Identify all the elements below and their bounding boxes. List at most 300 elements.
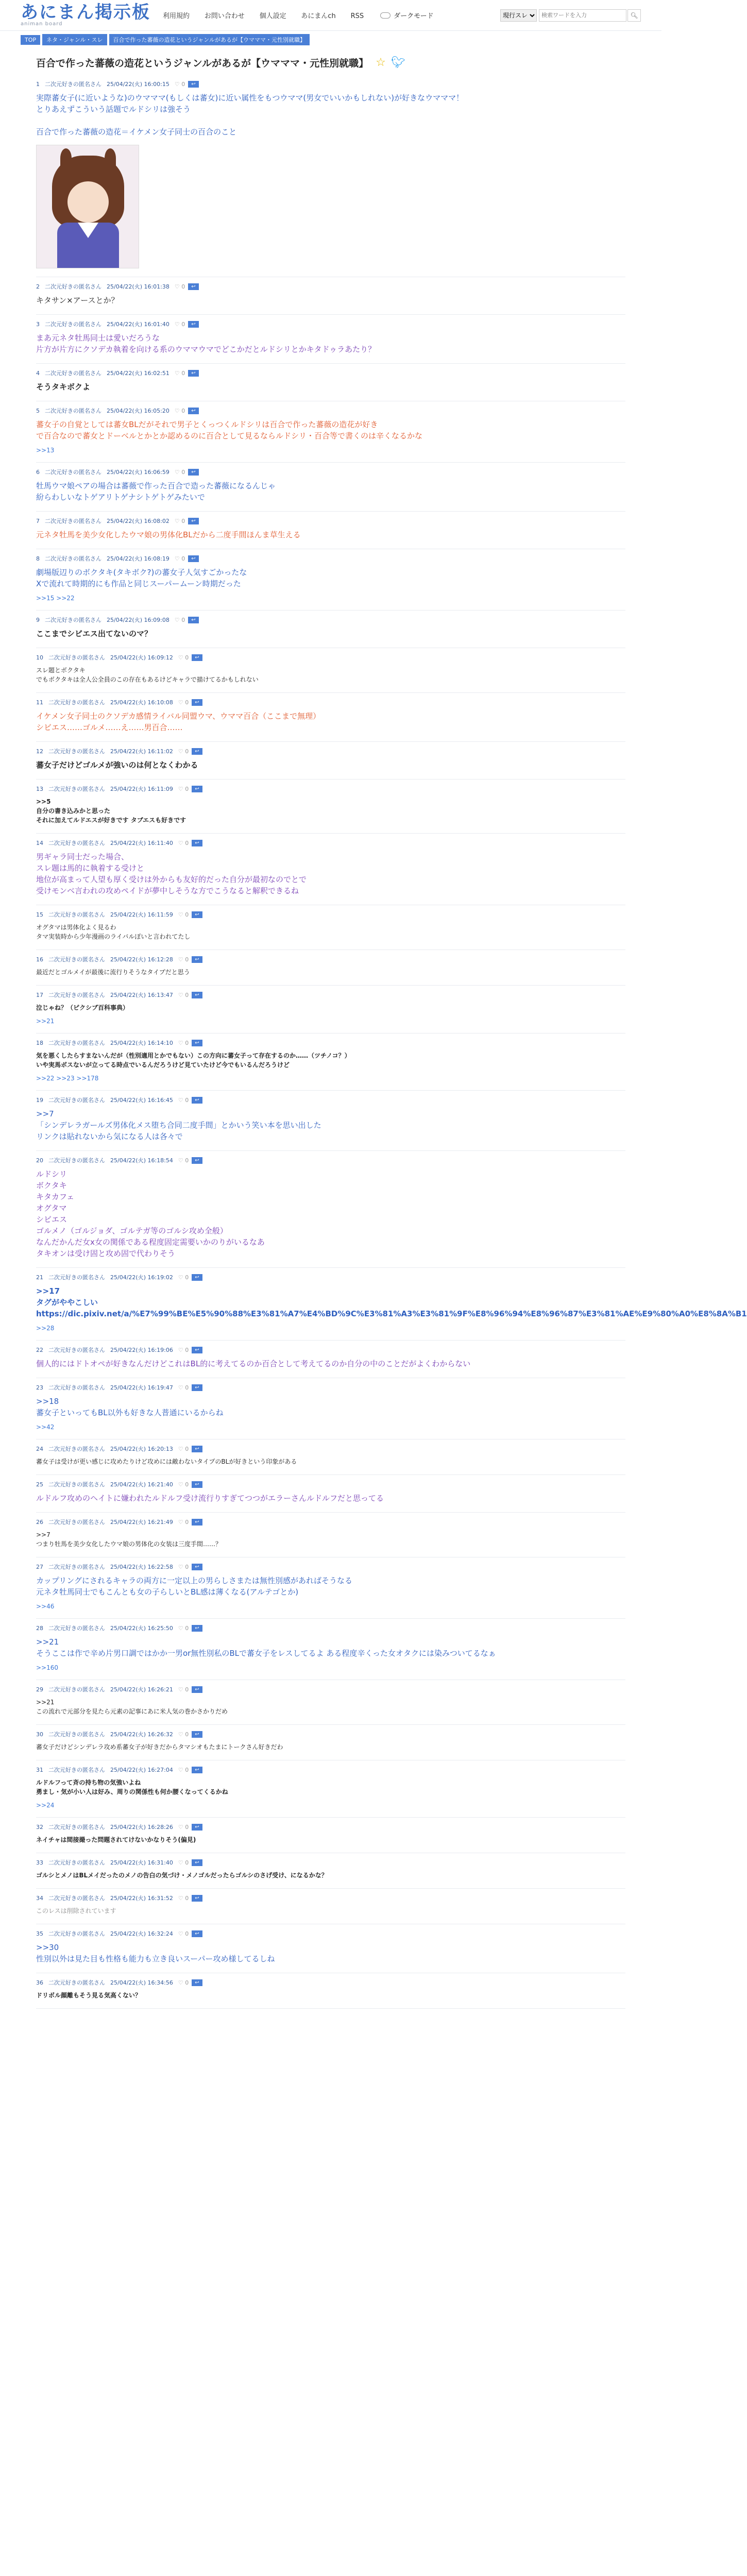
post-number[interactable]: 20: [36, 1157, 43, 1164]
darkmode-label: ダークモード: [394, 12, 434, 20]
reply-anchor-links[interactable]: >>24: [36, 1802, 55, 1809]
post-item: [36, 950, 625, 986]
reply-icon[interactable]: ↩: [192, 1519, 202, 1526]
post-date: 25/04/22(火) 16:09:12: [110, 654, 173, 661]
reply-icon[interactable]: ↩: [192, 1686, 202, 1693]
post-date: 25/04/22(火) 16:08:02: [107, 518, 169, 524]
post-item: [36, 549, 625, 611]
post-header: [36, 1346, 625, 1354]
post-date: 25/04/22(火) 16:21:49: [110, 1519, 173, 1526]
post-item: [36, 1973, 625, 2009]
like-count-value: 0: [185, 1518, 189, 1526]
heart-icon[interactable]: ♡: [178, 1859, 185, 1866]
post-header: [36, 1685, 625, 1693]
heart-icon[interactable]: ♡: [178, 1481, 185, 1488]
post-number[interactable]: 27: [36, 1563, 43, 1570]
site-logo[interactable]: [21, 4, 150, 27]
reply-icon[interactable]: ↩: [192, 1859, 202, 1866]
post-author: 二次元好きの匿名さん: [48, 654, 105, 661]
post-item: [36, 779, 625, 834]
heart-icon[interactable]: ♡: [178, 911, 185, 918]
darkmode-toggle[interactable]: [380, 10, 433, 20]
post-date: 25/04/22(火) 16:27:04: [110, 1767, 173, 1773]
post-body: 蕃女子だけどシンデレラ攻め系蕃女子が好きだからタマシオもたまにトークさん好きだわ: [36, 1743, 283, 1751]
like-count[interactable]: [178, 840, 189, 846]
reply-anchor-links[interactable]: >>28: [36, 1325, 55, 1332]
post-body: ドリボル顔離もそう見る気高くない？: [36, 1992, 142, 1999]
like-count-value: 0: [185, 1766, 189, 1773]
reply-icon[interactable]: ↩: [192, 1564, 202, 1570]
like-count-value: 0: [181, 369, 185, 377]
reply-anchor-links[interactable]: >>13: [36, 447, 55, 454]
like-count[interactable]: [175, 408, 185, 414]
post-list: [0, 75, 747, 2009]
post-number[interactable]: 5: [36, 407, 40, 414]
post-number[interactable]: 3: [36, 320, 40, 328]
heart-icon[interactable]: ♡: [178, 1686, 185, 1693]
like-count-value: 0: [185, 1346, 189, 1353]
reply-icon[interactable]: ↩: [192, 1274, 202, 1281]
post-body: >>17 タグがややこしい https://dic.pixiv.net/a/%E7%99%BE%E5%90%88%E3%81%A7%E4%BD%9C%E3%81%A3%E3%81%9F%E8%96%94%E8%96%87%E3%81%AE%E9%80%A0%E8%8A%B1: [36, 1286, 747, 1318]
post-item: [36, 1439, 625, 1475]
post-date: 25/04/22(火) 16:19:06: [110, 1347, 173, 1353]
heart-icon[interactable]: ♡: [178, 1766, 185, 1773]
like-count-value: 0: [185, 654, 189, 661]
heart-icon[interactable]: ♡: [178, 956, 185, 963]
like-count[interactable]: [178, 1824, 189, 1831]
post-header: [36, 1480, 625, 1488]
post-body: ここまでシビエス出てないのマ？: [36, 629, 152, 638]
like-count[interactable]: [178, 992, 189, 998]
post-body: 蕃女子の自覚としては蕃女BLだがそれで男子とくっつくルドシリは百合で作った蕃薇の造花が好き で百合なので蕃女とドーベルとかとか認めるのに百合として見るならルドシリ・百合等で書くのは辛くなるかな: [36, 420, 423, 440]
reply-icon[interactable]: ↩: [192, 1097, 202, 1104]
post-header: [36, 1730, 625, 1738]
reply-icon[interactable]: ↩: [192, 911, 202, 918]
reply-icon[interactable]: ↩: [188, 518, 198, 524]
post-date: 25/04/22(火) 16:21:40: [110, 1481, 173, 1488]
like-count[interactable]: [178, 1731, 189, 1738]
post-number[interactable]: 4: [36, 369, 40, 377]
post-header: [36, 369, 625, 377]
post-author: 二次元好きの匿名さん: [48, 1157, 105, 1164]
reply-icon[interactable]: ↩: [188, 617, 198, 623]
post-author: 二次元好きの匿名さん: [48, 1895, 105, 1902]
heart-icon[interactable]: ♡: [178, 1096, 185, 1104]
post-header: [36, 1563, 625, 1571]
heart-icon[interactable]: ♡: [178, 1039, 185, 1046]
heart-icon[interactable]: ♡: [178, 1894, 185, 1902]
reply-icon[interactable]: ↩: [192, 1979, 202, 1986]
like-count[interactable]: [175, 321, 185, 328]
post-item: [36, 512, 625, 549]
post-item: [36, 1378, 625, 1439]
post-item: [36, 277, 625, 315]
like-count[interactable]: [178, 1564, 189, 1570]
post-body: >>30 性別以外は見た目も性格も能力も立き良いスーパー攻め様してるしね: [36, 1943, 275, 1963]
like-count[interactable]: [178, 956, 189, 963]
like-count[interactable]: [178, 1157, 189, 1164]
reply-icon[interactable]: ↩: [192, 1446, 202, 1452]
thread-title-row: [0, 48, 661, 75]
heart-icon[interactable]: ♡: [178, 1823, 185, 1831]
heart-icon[interactable]: ♡: [174, 555, 182, 562]
post-header: [36, 1624, 625, 1632]
post-body: 最近だとゴルメイが最後に流行りそうなタイプだと思う: [36, 969, 190, 976]
post-item: [36, 1619, 625, 1680]
like-count[interactable]: [178, 911, 189, 918]
reply-icon[interactable]: ↩: [192, 1040, 202, 1046]
like-count[interactable]: [175, 469, 185, 476]
post-number[interactable]: 19: [36, 1096, 43, 1104]
post-header: [36, 1039, 625, 1047]
logo-text: あにまん掲示板: [21, 2, 150, 23]
like-count[interactable]: [178, 1040, 189, 1046]
like-count[interactable]: [178, 1930, 189, 1937]
post-author: 二次元好きの匿名さん: [45, 81, 101, 88]
post-item: [36, 693, 625, 742]
post-author: 二次元好きの匿名さん: [48, 1347, 105, 1353]
reply-anchor-links[interactable]: >>160: [36, 1664, 59, 1671]
breadcrumb-thread[interactable]: 百合で作った蕃薇の造花というジャンルがあるが【ウマママ・元性別就職】: [109, 34, 310, 45]
like-count[interactable]: [178, 1481, 189, 1488]
post-number[interactable]: 29: [36, 1686, 43, 1693]
heart-icon[interactable]: ♡: [178, 1384, 185, 1391]
reply-icon[interactable]: ↩: [192, 1625, 202, 1632]
post-header: [36, 955, 625, 963]
post-number[interactable]: 35: [36, 1930, 43, 1937]
post-image[interactable]: [36, 145, 139, 268]
post-item: [36, 1091, 625, 1151]
post-author: 二次元好きの匿名さん: [48, 1859, 105, 1866]
post-author: 二次元好きの匿名さん: [45, 617, 101, 623]
like-count[interactable]: [178, 1347, 189, 1353]
post-author: 二次元好きの匿名さん: [48, 911, 105, 918]
like-count-value: 0: [185, 1157, 189, 1164]
post-date: 25/04/22(火) 16:26:21: [110, 1686, 173, 1693]
post-item: [36, 1725, 625, 1760]
like-count[interactable]: [178, 1384, 189, 1391]
like-count[interactable]: [178, 1895, 189, 1902]
post-date: 25/04/22(火) 16:25:50: [110, 1625, 173, 1632]
like-count-value: 0: [185, 1274, 189, 1281]
post-number[interactable]: 15: [36, 911, 43, 918]
post-date: 25/04/22(火) 16:01:40: [107, 321, 169, 328]
post-number[interactable]: 16: [36, 956, 43, 963]
like-count[interactable]: [178, 1767, 189, 1773]
heart-icon[interactable]: ♡: [174, 468, 182, 476]
nav-terms[interactable]: 利用規約: [163, 12, 190, 20]
post-author: 二次元好きの匿名さん: [48, 1686, 105, 1693]
post-body: 劇場版辺りのボクタキ(タキボク?)の蕃女子人気すごかったな Xで流れて時期的にも作品と同じスーパームーン時期だった: [36, 568, 247, 588]
star-icon[interactable]: ☆: [376, 56, 386, 69]
like-count[interactable]: [178, 654, 189, 661]
nav-rss[interactable]: RSS: [350, 12, 364, 20]
post-number[interactable]: 32: [36, 1823, 43, 1831]
like-count[interactable]: [178, 1274, 189, 1281]
heart-icon[interactable]: ♡: [178, 1274, 185, 1281]
heart-icon[interactable]: ♡: [178, 1346, 185, 1353]
post-date: 25/04/22(火) 16:11:40: [110, 840, 173, 846]
heart-icon[interactable]: ♡: [174, 80, 182, 88]
post-body: オグタマは男体化よく見るわ タマ実装時から少年漫画のライバルぽいと言われてたし: [36, 924, 191, 940]
like-count-value: 0: [181, 407, 185, 414]
search-icon[interactable]: 🔍︎: [627, 9, 641, 22]
post-body: スレ題とボクタキ でもボクタキは全人公全員のこの存在もあるけどキャラで描けてるかもしれない: [36, 667, 259, 683]
like-count-value: 0: [185, 911, 189, 918]
nav-contact[interactable]: お問い合わせ: [204, 12, 245, 20]
heart-icon[interactable]: ♡: [178, 1930, 185, 1937]
heart-icon[interactable]: ♡: [174, 320, 182, 328]
reply-icon[interactable]: ↩: [192, 1481, 202, 1488]
post-header: [36, 1096, 625, 1104]
logo-subtext: animan board: [21, 21, 63, 27]
post-date: 25/04/22(火) 16:32:24: [110, 1930, 173, 1937]
post-number[interactable]: 28: [36, 1624, 43, 1632]
heart-icon[interactable]: ♡: [178, 1979, 185, 1986]
post-header: [36, 320, 625, 328]
heart-icon[interactable]: ♡: [178, 654, 185, 661]
post-item: [36, 1033, 625, 1091]
post-date: 25/04/22(火) 16:12:28: [110, 956, 173, 963]
post-header: [36, 616, 625, 624]
heart-icon[interactable]: ♡: [178, 785, 185, 792]
post-author: 二次元好きの匿名さん: [48, 1481, 105, 1488]
reply-icon[interactable]: ↩: [192, 1895, 202, 1902]
reply-icon[interactable]: ↩: [188, 81, 198, 88]
post-author: 二次元好きの匿名さん: [45, 408, 101, 414]
heart-icon[interactable]: ♡: [174, 407, 182, 414]
post-item: [36, 1557, 625, 1619]
post-author: 二次元好きの匿名さん: [48, 1564, 105, 1570]
post-body: ルドシリ ボクタキ キタカフェ オグタマ シビエス ゴルメノ（ゴルジョダ、ゴルテガ等のゴルシ攻め全般） なんだかんだ女x女の関係である程度固定需要いかのりがいるなあ タキオンは受け固と攻め固で代わりそう: [36, 1170, 265, 1258]
search-input[interactable]: [539, 9, 626, 22]
post-number[interactable]: 18: [36, 1039, 43, 1046]
post-number[interactable]: 24: [36, 1445, 43, 1452]
post-item: [36, 75, 625, 277]
post-header: [36, 653, 625, 662]
post-author: 二次元好きの匿名さん: [45, 555, 101, 562]
reply-icon[interactable]: ↩: [192, 840, 202, 846]
post-author: 二次元好きの匿名さん: [45, 321, 101, 328]
like-count[interactable]: [178, 1859, 189, 1866]
like-count-value: 0: [185, 839, 189, 846]
reply-icon[interactable]: ↩: [192, 1767, 202, 1773]
post-body: イケメン女子同士のクソデカ感情ライバル同盟ウマ、ウママ百合（ここまで無理） シビエス……ゴルメ……え……男百合……: [36, 711, 321, 732]
like-count-value: 0: [185, 1445, 189, 1452]
post-header: [36, 1978, 625, 1987]
thread-title: 百合で作った蕃薇の造花というジャンルがあるが【ウマママ・元性別就職】: [36, 58, 369, 69]
heart-icon[interactable]: ♡: [178, 1563, 185, 1570]
reply-icon[interactable]: ↩: [192, 1384, 202, 1391]
like-count[interactable]: [178, 1097, 189, 1104]
post-number[interactable]: 23: [36, 1384, 43, 1391]
post-author: 二次元好きの匿名さん: [48, 1097, 105, 1104]
post-number[interactable]: 1: [36, 80, 40, 88]
like-count-value: 0: [185, 1686, 189, 1693]
post-number[interactable]: 17: [36, 991, 43, 998]
post-date: 25/04/22(火) 16:10:08: [110, 699, 173, 706]
breadcrumb-category[interactable]: ネタ・ジャンル・スレ: [42, 34, 107, 45]
post-body: そうタキボクよ: [36, 382, 91, 392]
post-date: 25/04/22(火) 16:05:20: [107, 408, 169, 414]
post-body: 男ギャラ同士だった場合、 スレ題は馬的に執着する受けと 地位が高まって人望も厚く受けは外からも友好的だった自分が最初なのでとで 受けモンベ言われの攻めペイドが夢中しそうな方でこうなると解釈できるね: [36, 852, 307, 895]
post-number[interactable]: 34: [36, 1894, 43, 1902]
reply-icon[interactable]: ↩: [192, 1930, 202, 1937]
reply-icon[interactable]: ↩: [188, 469, 198, 476]
like-count[interactable]: [178, 1686, 189, 1693]
post-date: 25/04/22(火) 16:26:32: [110, 1731, 173, 1738]
reply-icon[interactable]: ↩: [192, 1347, 202, 1353]
heart-icon[interactable]: ♡: [178, 1157, 185, 1164]
like-count[interactable]: [175, 81, 185, 88]
like-count-value: 0: [185, 1563, 189, 1570]
post-number[interactable]: 9: [36, 616, 40, 623]
post-number[interactable]: 30: [36, 1731, 43, 1738]
like-count-value: 0: [181, 555, 185, 562]
post-author: 二次元好きの匿名さん: [48, 1930, 105, 1937]
like-count[interactable]: [175, 283, 185, 290]
like-count[interactable]: [175, 518, 185, 524]
heart-icon[interactable]: ♡: [174, 517, 182, 524]
post-number[interactable]: 14: [36, 839, 43, 846]
post-body: >>7 「シンデレラガールズ男体化メス堕ち合同二度手間」とかいう笑い本を思い出した リンクは貼れないから気になる人は各々で: [36, 1109, 321, 1141]
search-scope-select[interactable]: [500, 9, 537, 22]
heart-icon[interactable]: ♡: [178, 699, 185, 706]
like-count[interactable]: [178, 1625, 189, 1632]
post-header: [36, 698, 625, 706]
post-header: [36, 747, 625, 755]
post-body: カップリングにされるキャラの両方に一定以上の男らしさまたは無性別感があればそうなる 元ネタ牡馬同士でもこんとも女の子らしいとBL感は薄くなる(アルテゴとか): [36, 1576, 352, 1597]
like-count[interactable]: [178, 1446, 189, 1452]
post-number[interactable]: 12: [36, 748, 43, 755]
post-body: >>18 蕃女子といってもBL以外も好きな人普通にいるからね: [36, 1397, 224, 1417]
like-count[interactable]: [178, 786, 189, 792]
reply-icon[interactable]: ↩: [192, 786, 202, 792]
post-body: ルドルフ攻めのヘイトに嫌われたルドルフ受け流行りすぎてつつがエラーさんルドルフだと思ってる: [36, 1494, 384, 1503]
like-count-value: 0: [181, 517, 185, 524]
post-item: [36, 1853, 625, 1889]
post-number[interactable]: 26: [36, 1518, 43, 1526]
post-number[interactable]: 10: [36, 654, 43, 661]
like-count-value: 0: [185, 1481, 189, 1488]
post-number[interactable]: 8: [36, 555, 40, 562]
post-date: 25/04/22(火) 16:11:09: [110, 786, 173, 792]
post-header: [36, 554, 625, 563]
heart-icon[interactable]: ♡: [174, 369, 182, 377]
reply-icon[interactable]: ↩: [188, 321, 198, 328]
toggle-switch-icon[interactable]: [380, 12, 391, 19]
like-count[interactable]: [178, 1979, 189, 1986]
post-body: >>5 自分の書き込みかと思った それに加えてルドエスが好きです タブエスも好きです: [36, 798, 186, 824]
post-number[interactable]: 2: [36, 283, 40, 290]
like-count-value: 0: [185, 785, 189, 792]
heart-icon[interactable]: ♡: [178, 1518, 185, 1526]
like-count[interactable]: [175, 370, 185, 377]
like-count[interactable]: [178, 748, 189, 755]
reply-anchor-links[interactable]: >>46: [36, 1603, 55, 1610]
post-header: [36, 406, 625, 415]
post-item: [36, 1151, 625, 1268]
post-item: [36, 315, 625, 364]
reply-icon[interactable]: ↩: [192, 654, 202, 661]
reply-icon[interactable]: ↩: [188, 408, 198, 414]
breadcrumb-top[interactable]: TOP: [21, 35, 40, 45]
like-count[interactable]: [175, 617, 185, 623]
reply-icon[interactable]: ↩: [192, 956, 202, 963]
post-body: >>7 つまり牡馬を美少女化したウマ娘の男体化の女装は三度手間……？: [36, 1531, 222, 1548]
reply-icon[interactable]: ↩: [188, 370, 198, 377]
post-date: 25/04/22(火) 16:34:56: [110, 1979, 173, 1986]
post-header: [36, 785, 625, 793]
post-number[interactable]: 33: [36, 1859, 43, 1866]
reply-icon[interactable]: ↩: [192, 1731, 202, 1738]
post-item: [36, 611, 625, 648]
like-count[interactable]: [178, 1519, 189, 1526]
like-count[interactable]: [175, 555, 185, 562]
heart-icon[interactable]: ♡: [178, 1445, 185, 1452]
nav-animanch[interactable]: あにまんch: [301, 12, 336, 20]
post-number[interactable]: 7: [36, 517, 40, 524]
reply-icon[interactable]: ↩: [192, 1157, 202, 1164]
post-item: [36, 1513, 625, 1557]
post-author: 二次元好きの匿名さん: [48, 1274, 105, 1281]
heart-icon[interactable]: ♡: [174, 616, 182, 623]
post-date: 25/04/22(火) 16:08:19: [107, 555, 169, 562]
like-count-value: 0: [185, 1384, 189, 1391]
post-author: 二次元好きの匿名さん: [48, 1824, 105, 1831]
post-header: [36, 839, 625, 847]
post-number[interactable]: 31: [36, 1766, 43, 1773]
reply-icon[interactable]: ↩: [192, 748, 202, 755]
like-count-value: 0: [185, 1823, 189, 1831]
like-count-value: 0: [185, 1979, 189, 1986]
heart-icon[interactable]: ♡: [178, 839, 185, 846]
heart-icon[interactable]: ♡: [178, 748, 185, 755]
like-count[interactable]: [178, 699, 189, 706]
post-author: 二次元好きの匿名さん: [48, 1625, 105, 1632]
post-number[interactable]: 36: [36, 1979, 43, 1986]
post-number[interactable]: 22: [36, 1346, 43, 1353]
heart-icon[interactable]: ♡: [178, 991, 185, 998]
reply-icon[interactable]: ↩: [192, 699, 202, 706]
nav-settings[interactable]: 個人設定: [259, 12, 286, 20]
reply-icon[interactable]: ↩: [188, 555, 198, 562]
reply-icon[interactable]: ↩: [192, 992, 202, 998]
reply-anchor-links[interactable]: >>22 >>23 >>178: [36, 1075, 99, 1082]
post-author: 二次元好きの匿名さん: [48, 1519, 105, 1526]
post-number[interactable]: 25: [36, 1481, 43, 1488]
post-number[interactable]: 13: [36, 785, 43, 792]
twitter-icon[interactable]: 🐦︎: [391, 56, 405, 69]
post-body: >>21 そうここは作で辛め片男口調ではかか一男or無性別私のBLで蕃女子をレスしてるよ ある程度辛くった女オタクには染みついてるなぁ: [36, 1637, 496, 1658]
reply-anchor-links[interactable]: >>42: [36, 1423, 55, 1431]
post-number[interactable]: 21: [36, 1274, 43, 1281]
post-item: [36, 1268, 747, 1341]
reply-anchor-links[interactable]: >>15 >>22: [36, 595, 75, 602]
reply-icon[interactable]: ↩: [188, 283, 198, 290]
like-count-value: 0: [185, 1859, 189, 1866]
post-date: 25/04/22(火) 16:16:45: [110, 1097, 173, 1104]
post-number[interactable]: 11: [36, 699, 43, 706]
heart-icon[interactable]: ♡: [178, 1624, 185, 1632]
post-date: 25/04/22(火) 16:00:15: [107, 81, 169, 88]
heart-icon[interactable]: ♡: [178, 1731, 185, 1738]
post-number[interactable]: 6: [36, 468, 40, 476]
reply-anchor-links[interactable]: >>21: [36, 1018, 55, 1025]
heart-icon[interactable]: ♡: [174, 283, 182, 290]
post-header: [36, 910, 625, 919]
reply-icon[interactable]: ↩: [192, 1824, 202, 1831]
